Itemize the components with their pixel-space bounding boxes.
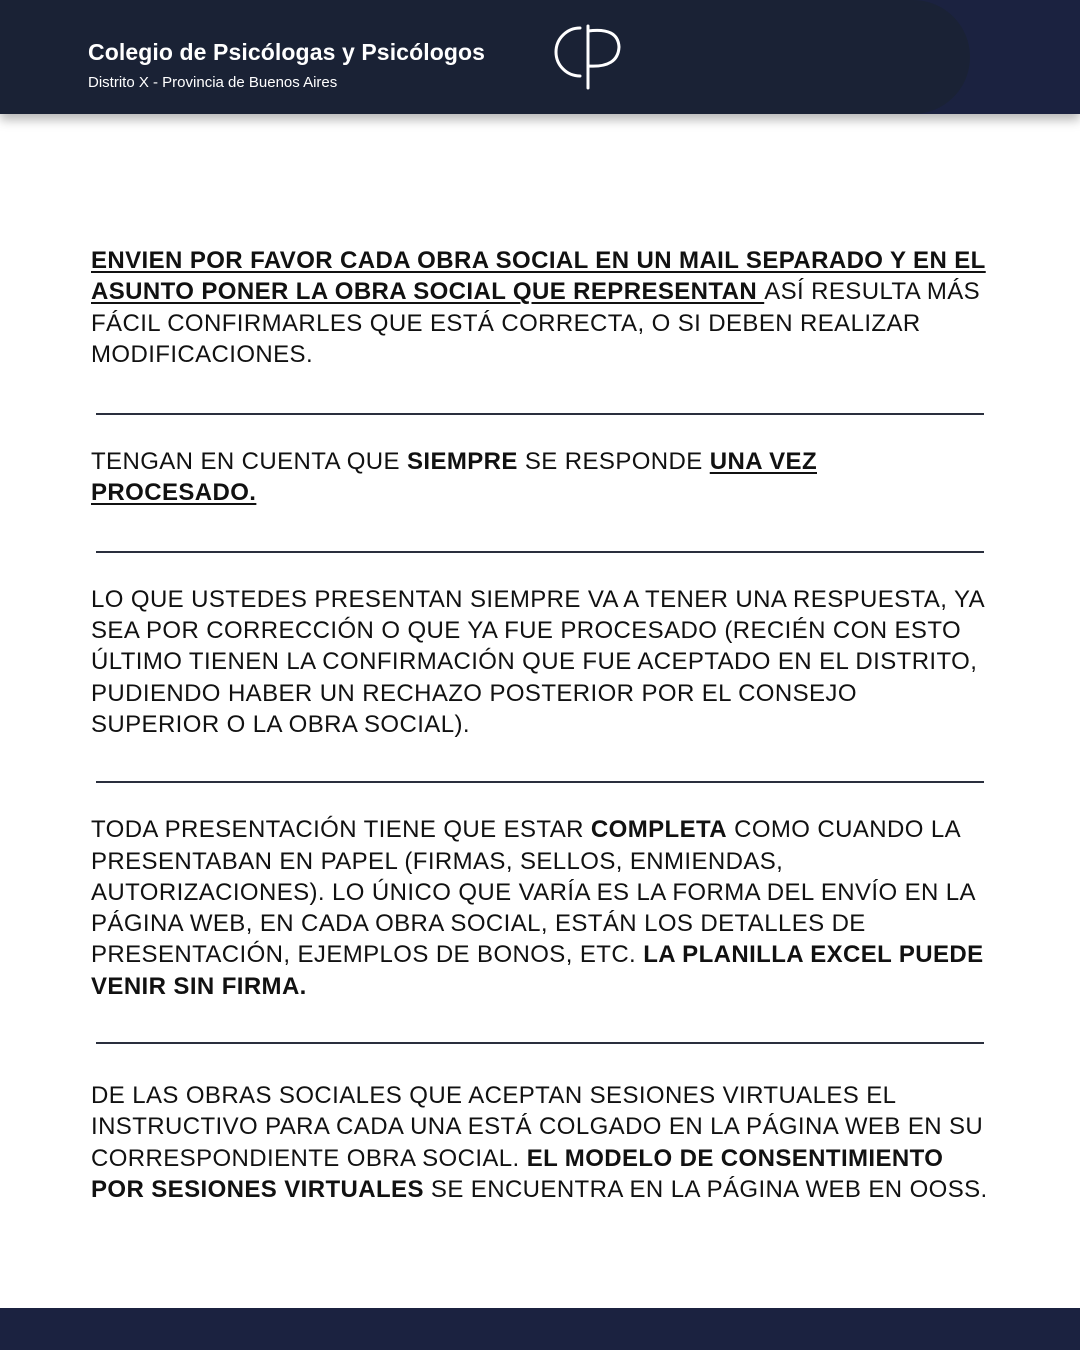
paragraph-text: ASÍ RESULTA MÁS FÁCIL CONFIRMARLES QUE ESTÁ CORRECTA, O SI DEBEN REALIZAR MODIFICACIONES. [91,278,981,368]
paragraph-virtual-sessions [91,1080,991,1205]
paragraph-text: DE LAS OBRAS SOCIALES QUE ACEPTAN SESIONES VIRTUALES EL INSTRUCTIVO PARA CADA UNA ESTÁ COLGADO EN LA PÁGINA WEB EN SU CORRESPONDIENTE OBRA SOCIAL. [91,1082,984,1172]
section-divider [96,413,984,415]
paragraph-response-notice [91,446,821,509]
emphasis-bold: SIEMPRE [407,448,518,476]
section-divider [96,781,984,783]
section-divider [96,1042,984,1044]
paragraph-text: LO QUE USTEDES PRESENTAN SIEMPRE VA A TENER UNA RESPUESTA, YA SEA POR CORRECCIÓN O QUE YA FUE PROCESADO (RECIÉN CON ESTO ÚLTIMO TIENEN LA CONFIRMACIÓN QUE FUE ACEPTADO EN EL DISTRITO, PUDIENDO HABER UN RECHAZO POSTERIOR POR EL CONSEJO SUPERIOR O LA OBRA SOCIAL). [91,585,984,738]
paragraph-text: TENGAN EN CUENTA QUE [91,448,407,476]
emphasis-bold: COMPLETA [590,816,728,844]
paragraph-text: COMO CUANDO LA PRESENTABAN EN PAPEL (FIRMAS, SELLOS, ENMIENDAS, AUTORIZACIONES). LO ÚNICO QUE VARÍA ES LA FORMA DEL ENVÍO EN LA PÁGINA WEB, EN CADA OBRA SOCIAL, ESTÁN LOS DETALLES DE PRESENTACIÓN, EJEMPLOS DE BONOS, ETC. [91,816,975,969]
header-title: Colegio de Psicólogas y Psicólogos [88,39,486,65]
emphasis-underlined: ENVIEN POR FAVOR CADA OBRA SOCIAL EN UN MAIL SEPARADO Y EN EL ASUNTO PONER LA OBRA SOCIAL QUE REPRESENTAN [91,247,986,306]
page-header [0,0,1080,114]
emphasis-bold: LA PLANILLA EXCEL PUEDE VENIR SIN FIRMA. [91,941,984,1000]
paragraph-complete-submission [91,814,991,1002]
paragraph-text: SE RESPONDE [517,448,710,476]
notice-content [91,245,991,1205]
emphasis-bold: EL MODELO DE CONSENTIMIENTO POR SESIONES VIRTUALES [91,1144,944,1203]
paragraph-text: TODA PRESENTACIÓN TIENE QUE ESTAR [91,816,591,844]
header-subtitle: Distrito X - Provincia de Buenos Aires [88,74,338,91]
emphasis-underlined: UNA VEZ PROCESADO. [91,448,817,507]
paragraph-email-instructions [91,245,991,370]
paragraph-response-types [91,584,991,740]
cp-monogram-icon [548,22,624,92]
footer-bar [0,1308,1080,1350]
paragraph-text: SE ENCUENTRA EN LA PÁGINA WEB EN OOSS. [423,1175,988,1203]
section-divider [96,551,984,553]
